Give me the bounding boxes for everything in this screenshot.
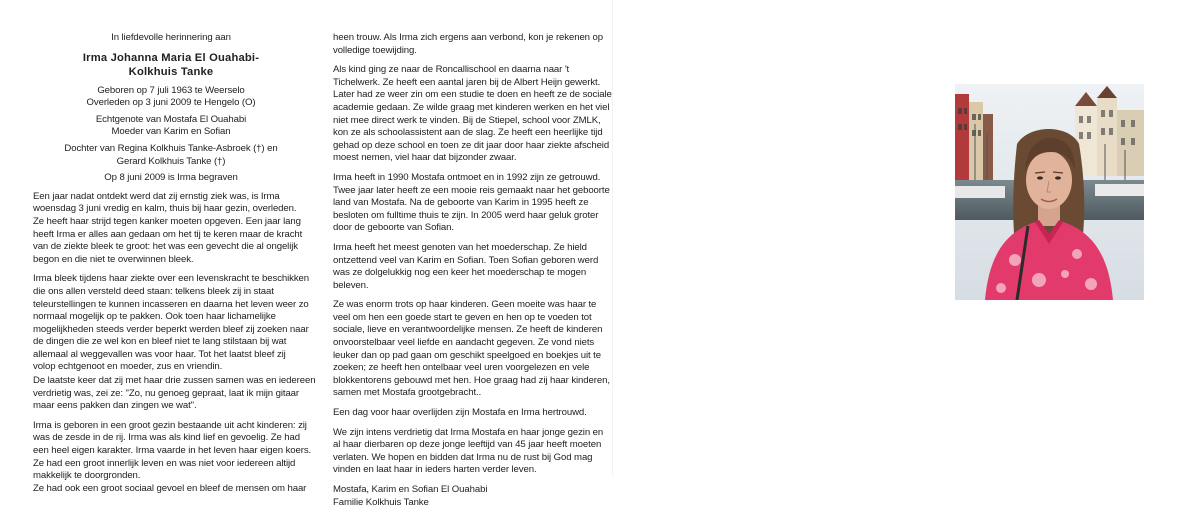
paragraph-school-work: Als kind ging ze naar de Roncallischool en daarna naar 't Tichelwerk. Ze heeft een aantal jaren bij de Albert Heijn gewerkt. Later had ze weer zin om een studie te doen en heeft ze de sociale academie gedaan. Ze wilde graag met kinderen werken en het viel niet mee direct werk te vinden. Bij de Stiepel, school voor ZMLK, kon ze als schoolassistent aan de slag. Ze heeft een heerlijke tijd gehad op deze school en toen ze dit jaar door haar ziekte afscheid moest nemen, viel haar dat bijzonder zwaar.: [333, 64, 612, 164]
signature: Mostafa, Karim en Sofian El Ouahabi Familie Kolkhuis Tanke: [333, 484, 488, 508]
paragraph-farewell: We zijn intens verdrietig dat Irma Mostafa en haar jonge gezin en al haar dierbaren op deze jonge leeftijd van 45 jaar heeft moeten verlaten. We hopen en bidden dat Irma nu de rust bij God mag vinden en laat haar in ieders harten verder leven.: [333, 426, 604, 476]
paragraph-remarried: Een dag voor haar overlijden zijn Mostafa en Irma hertrouwd.: [333, 407, 587, 419]
deceased-name: Irma Johanna Maria El Ouahabi- Kolkhuis Tanke: [82, 51, 260, 78]
paragraph-illness: Een jaar nadat ontdekt werd dat zij ernstig ziek was, is Irma woensdag 3 juni vredig en kalm, thuis bij haar gezin, overleden. Ze heeft haar strijd tegen kanker moeten opgeven. Een jaar lang heeft Irma er alles aan gedaan om het tij te keren maar de kracht van de ziekte bleek te groot: het was een gevecht die al ongelijk begon en die niet te overwinnen bleek.: [33, 190, 303, 265]
portrait-photo: [955, 84, 1144, 300]
left-text-column: [33, 0, 316, 502]
intro-line: In liefdevolle herinnering aan: [111, 32, 231, 43]
parents: Dochter van Regina Kolkhuis Tanke-Asbroek (†) en Gerard Kolkhuis Tanke (†): [64, 142, 278, 167]
paragraph-loyalty: heen trouw. Als Irma zich ergens aan verbond, kon je rekenen op volledige toewijding.: [333, 32, 603, 56]
paragraph-sisters: De laatste keer dat zij met haar drie zussen samen was en iedereen verdrietig was, zei ze: "Zo, nu genoeg gepraat, laat ik mijn gitaar maar eens pakken dan zingen we wat".: [33, 375, 316, 412]
paragraph-strength: Irma bleek tijdens haar ziekte over een levenskracht te beschikken die ons allen versteld deed staan: telkens bleek zij in staat teleurstellingen te kunnen incasseren en daarna het leven weer zo normaal mogelijk op te pakken. Ook toen haar lichamelijke mogelijkheden steeds verder beperkt werden bleef zij zoeken naar de dingen die ze wel kon en bleef niet te lang stilstaan bij wat allemaal al weggevallen was voor haar. Tot het laatst bleef zij volop echtgenoot en moeder, zus en vriendin.: [33, 273, 310, 373]
card-fold-line: [612, 0, 613, 476]
family-relations: Echtgenote van Mostafa El Ouahabi Moeder van Karim en Sofian: [95, 113, 247, 138]
paragraph-childhood: Irma is geboren in een groot gezin bestaande uit acht kinderen: zij was de zesde in de rij. Irma was als kind lief en gevoelig. Ze had een heel eigen karakter. Irma vaarde in het leven haar eigen koers. Ze had een groot innerlijk leven en was niet voor iedereen altijd makkelijk te doorgronden. Ze had ook een groot sociaal gevoel en bleef de mensen om haar: [33, 419, 312, 494]
right-text-column: [333, 0, 612, 516]
paragraph-motherhood: Irma heeft het meest genoten van het moederschap. Ze hield ontzettend veel van Karim en Sofian. Toen Sofian geboren werd was ze dolgelukkig nog een keer het moederschap te mogen beleven.: [333, 241, 599, 291]
portrait-illustration: [955, 84, 1144, 300]
burial-date: Op 8 juni 2009 is Irma begraven: [104, 172, 238, 184]
paragraph-marriage: Irma heeft in 1990 Mostafa ontmoet en in 1992 zijn ze getrouwd. Twee jaar later heeft ze een mooie reis gemaakt naar het geboorte land van Mostafa. Na de geboorte van Karim in 1995 heeft ze besloten om fulltime thuis te zijn. In 2005 werd haar geluk groter door de geboorte van Sofian.: [333, 171, 610, 234]
paragraph-children: Ze was enorm trots op haar kinderen. Geen moeite was haar te veel om hen een goede start te geven en hen op te voeden tot sociale, lieve en verantwoordelijke mensen. Ze heeft de kinderen onvoorstelbaar veel liefde en aandacht gegeven. Ze vond niets leuker dan op pad gaan om geschikt speelgoed en boekjes uit te zoeken; ze heeft hen ontelbaar veel uren voorgelezen en vele blokkentorens gebouwd met hen. Hoe graag had zij haar kinderen, samen met Mostafa grootgebracht..: [333, 299, 610, 399]
birth-death-dates: Geboren op 7 juli 1963 te Weerselo Overleden op 3 juni 2009 te Hengelo (O): [86, 84, 256, 109]
